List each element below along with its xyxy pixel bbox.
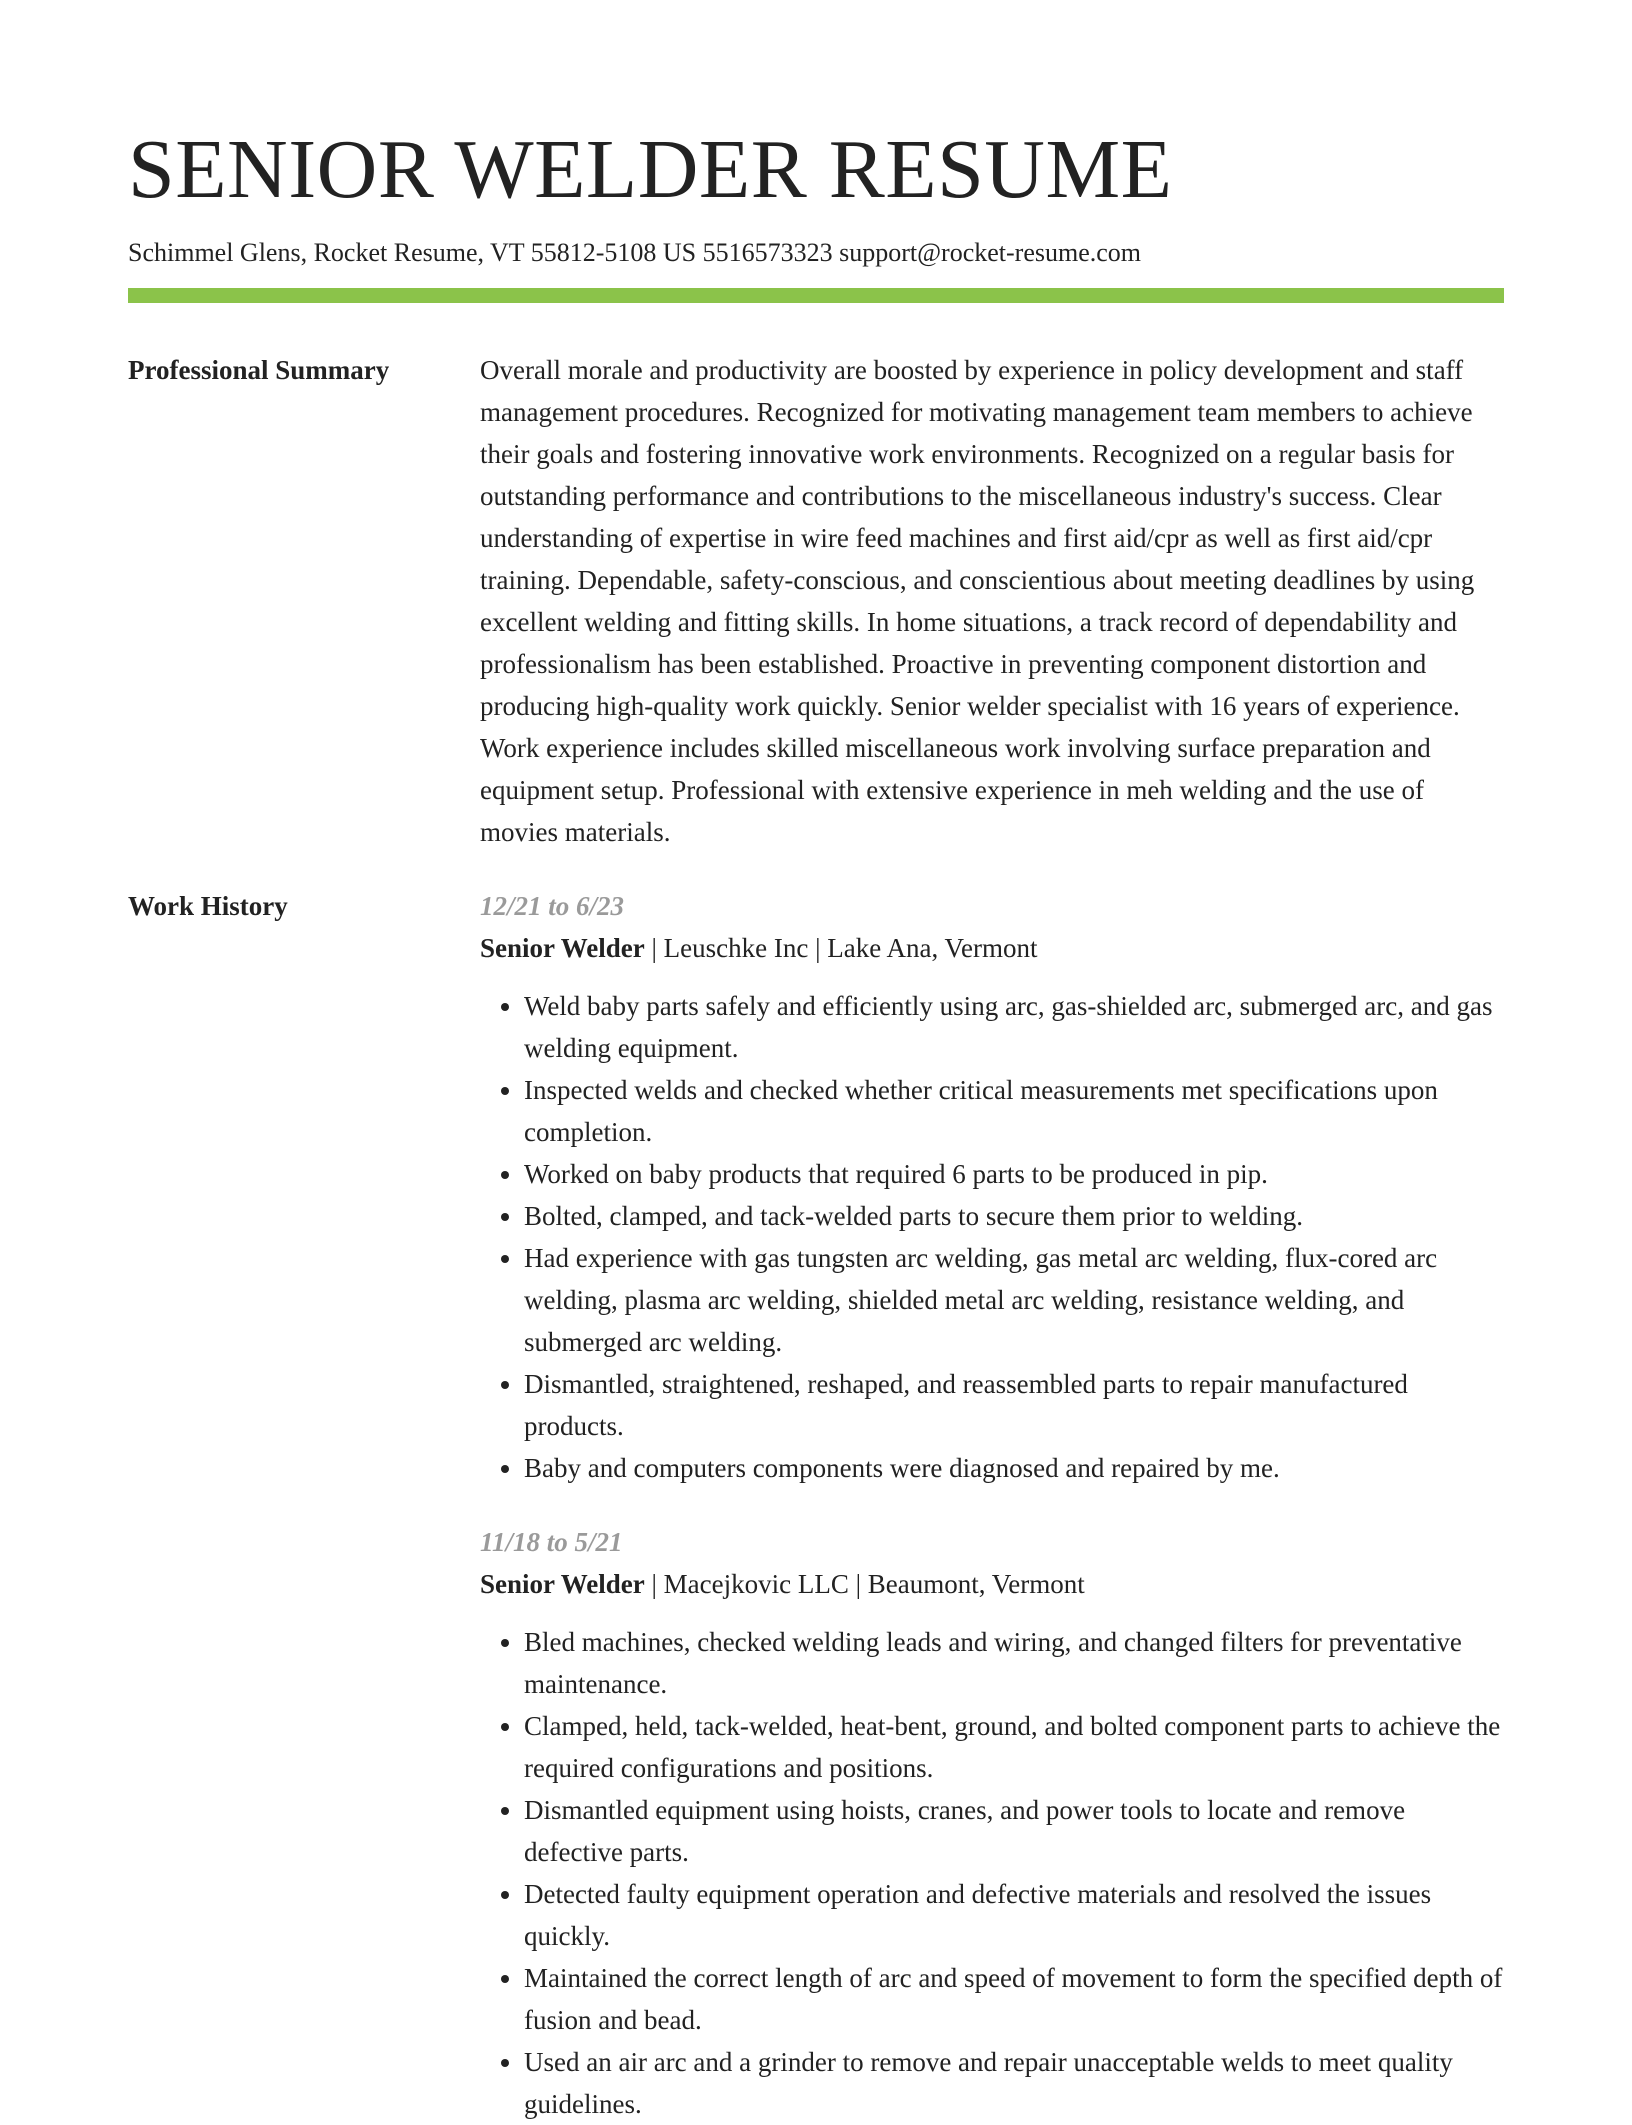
job-bullet: • Dismantled equipment using hoists, cranes, and power tools to locate and remove defective parts.	[524, 1789, 1504, 1873]
section-label-professional-summary: Professional Summary	[128, 355, 390, 385]
job-bullet: • Dismantled, straightened, reshaped, and reassembled parts to repair manufactured products.	[524, 1363, 1504, 1447]
accent-divider	[128, 288, 1504, 303]
job-bullet: • Baby and computers components were diagnosed and repaired by me.	[524, 1447, 1504, 1489]
job-bullet: • Maintained the correct length of arc and speed of movement to form the specified depth of fusion and bead.	[524, 1957, 1504, 2041]
job-bullet-list	[480, 985, 1504, 1489]
job-bullet: • Worked on baby products that required 6 parts to be produced in pip.	[524, 1153, 1504, 1195]
job-bullet-list	[480, 1621, 1504, 2125]
job-bullet: • Detected faulty equipment operation and defective materials and resolved the issues quickly.	[524, 1873, 1504, 1957]
resume-page	[128, 0, 1504, 2125]
section-label-work-history: Work History	[128, 891, 288, 921]
job-entry	[480, 885, 1504, 1489]
job-heading	[480, 1563, 1504, 1605]
job-bullet: • Inspected welds and checked whether critical measurements met specifications upon completion.	[524, 1069, 1504, 1153]
job-bullet: • Had experience with gas tungsten arc welding, gas metal arc welding, flux-cored arc welding, plasma arc welding, shielded metal arc welding, resistance welding, and submerged arc welding.	[524, 1237, 1504, 1363]
contact-info: Schimmel Glens, Rocket Resume, VT 55812-5108 US 5516573323 support@rocket-resume.com	[128, 238, 1142, 267]
resume-title: SENIOR WELDER RESUME	[128, 123, 1173, 216]
job-bullet: • Weld baby parts safely and efficiently using arc, gas-shielded arc, submerged arc, and gas welding equipment.	[524, 985, 1504, 1069]
job-title: Senior Welder	[480, 933, 645, 963]
job-entry	[480, 1521, 1504, 2125]
job-bullet: • Bolted, clamped, and tack-welded parts to secure them prior to welding.	[524, 1195, 1504, 1237]
job-title: Senior Welder	[480, 1569, 645, 1599]
job-company-location: | Leuschke Inc | Lake Ana, Vermont	[644, 933, 1038, 963]
professional-summary-section	[128, 349, 1504, 853]
job-bullet: • Used an air arc and a grinder to remove and repair unacceptable welds to meet quality guidelines.	[524, 2041, 1504, 2125]
job-heading	[480, 927, 1504, 969]
job-dates: 12/21 to 6/23	[480, 891, 625, 921]
work-history-section	[128, 885, 1504, 2125]
job-dates: 11/18 to 5/21	[480, 1527, 623, 1557]
summary-text: Overall morale and productivity are boosted by experience in policy development and staff management procedures. Recognized for motivating management team members to achieve their goals and fostering innovative work environments. Recognized on a regular basis for outstanding performance and contributions to the miscellaneous industry's success. Clear understanding of expertise in wire feed machines and first aid/cpr as well as first aid/cpr training. Dependable, safety-conscious, and conscientious about meeting deadlines by using excellent welding and fitting skills. In home situations, a track record of dependability and professionalism has been established. Proactive in preventing component distortion and producing high-quality work quickly. Senior welder specialist with 16 years of experience. Work experience includes skilled miscellaneous work involving surface preparation and equipment setup. Professional with extensive experience in meh welding and the use of movies materials.	[480, 355, 1475, 847]
work-history-body	[480, 885, 1504, 2125]
job-company-location: | Macejkovic LLC | Beaumont, Vermont	[644, 1569, 1085, 1599]
job-bullet: • Bled machines, checked welding leads and wiring, and changed filters for preventative maintenance.	[524, 1621, 1504, 1705]
job-bullet: • Clamped, held, tack-welded, heat-bent, ground, and bolted component parts to achieve the required configurations and positions.	[524, 1705, 1504, 1789]
